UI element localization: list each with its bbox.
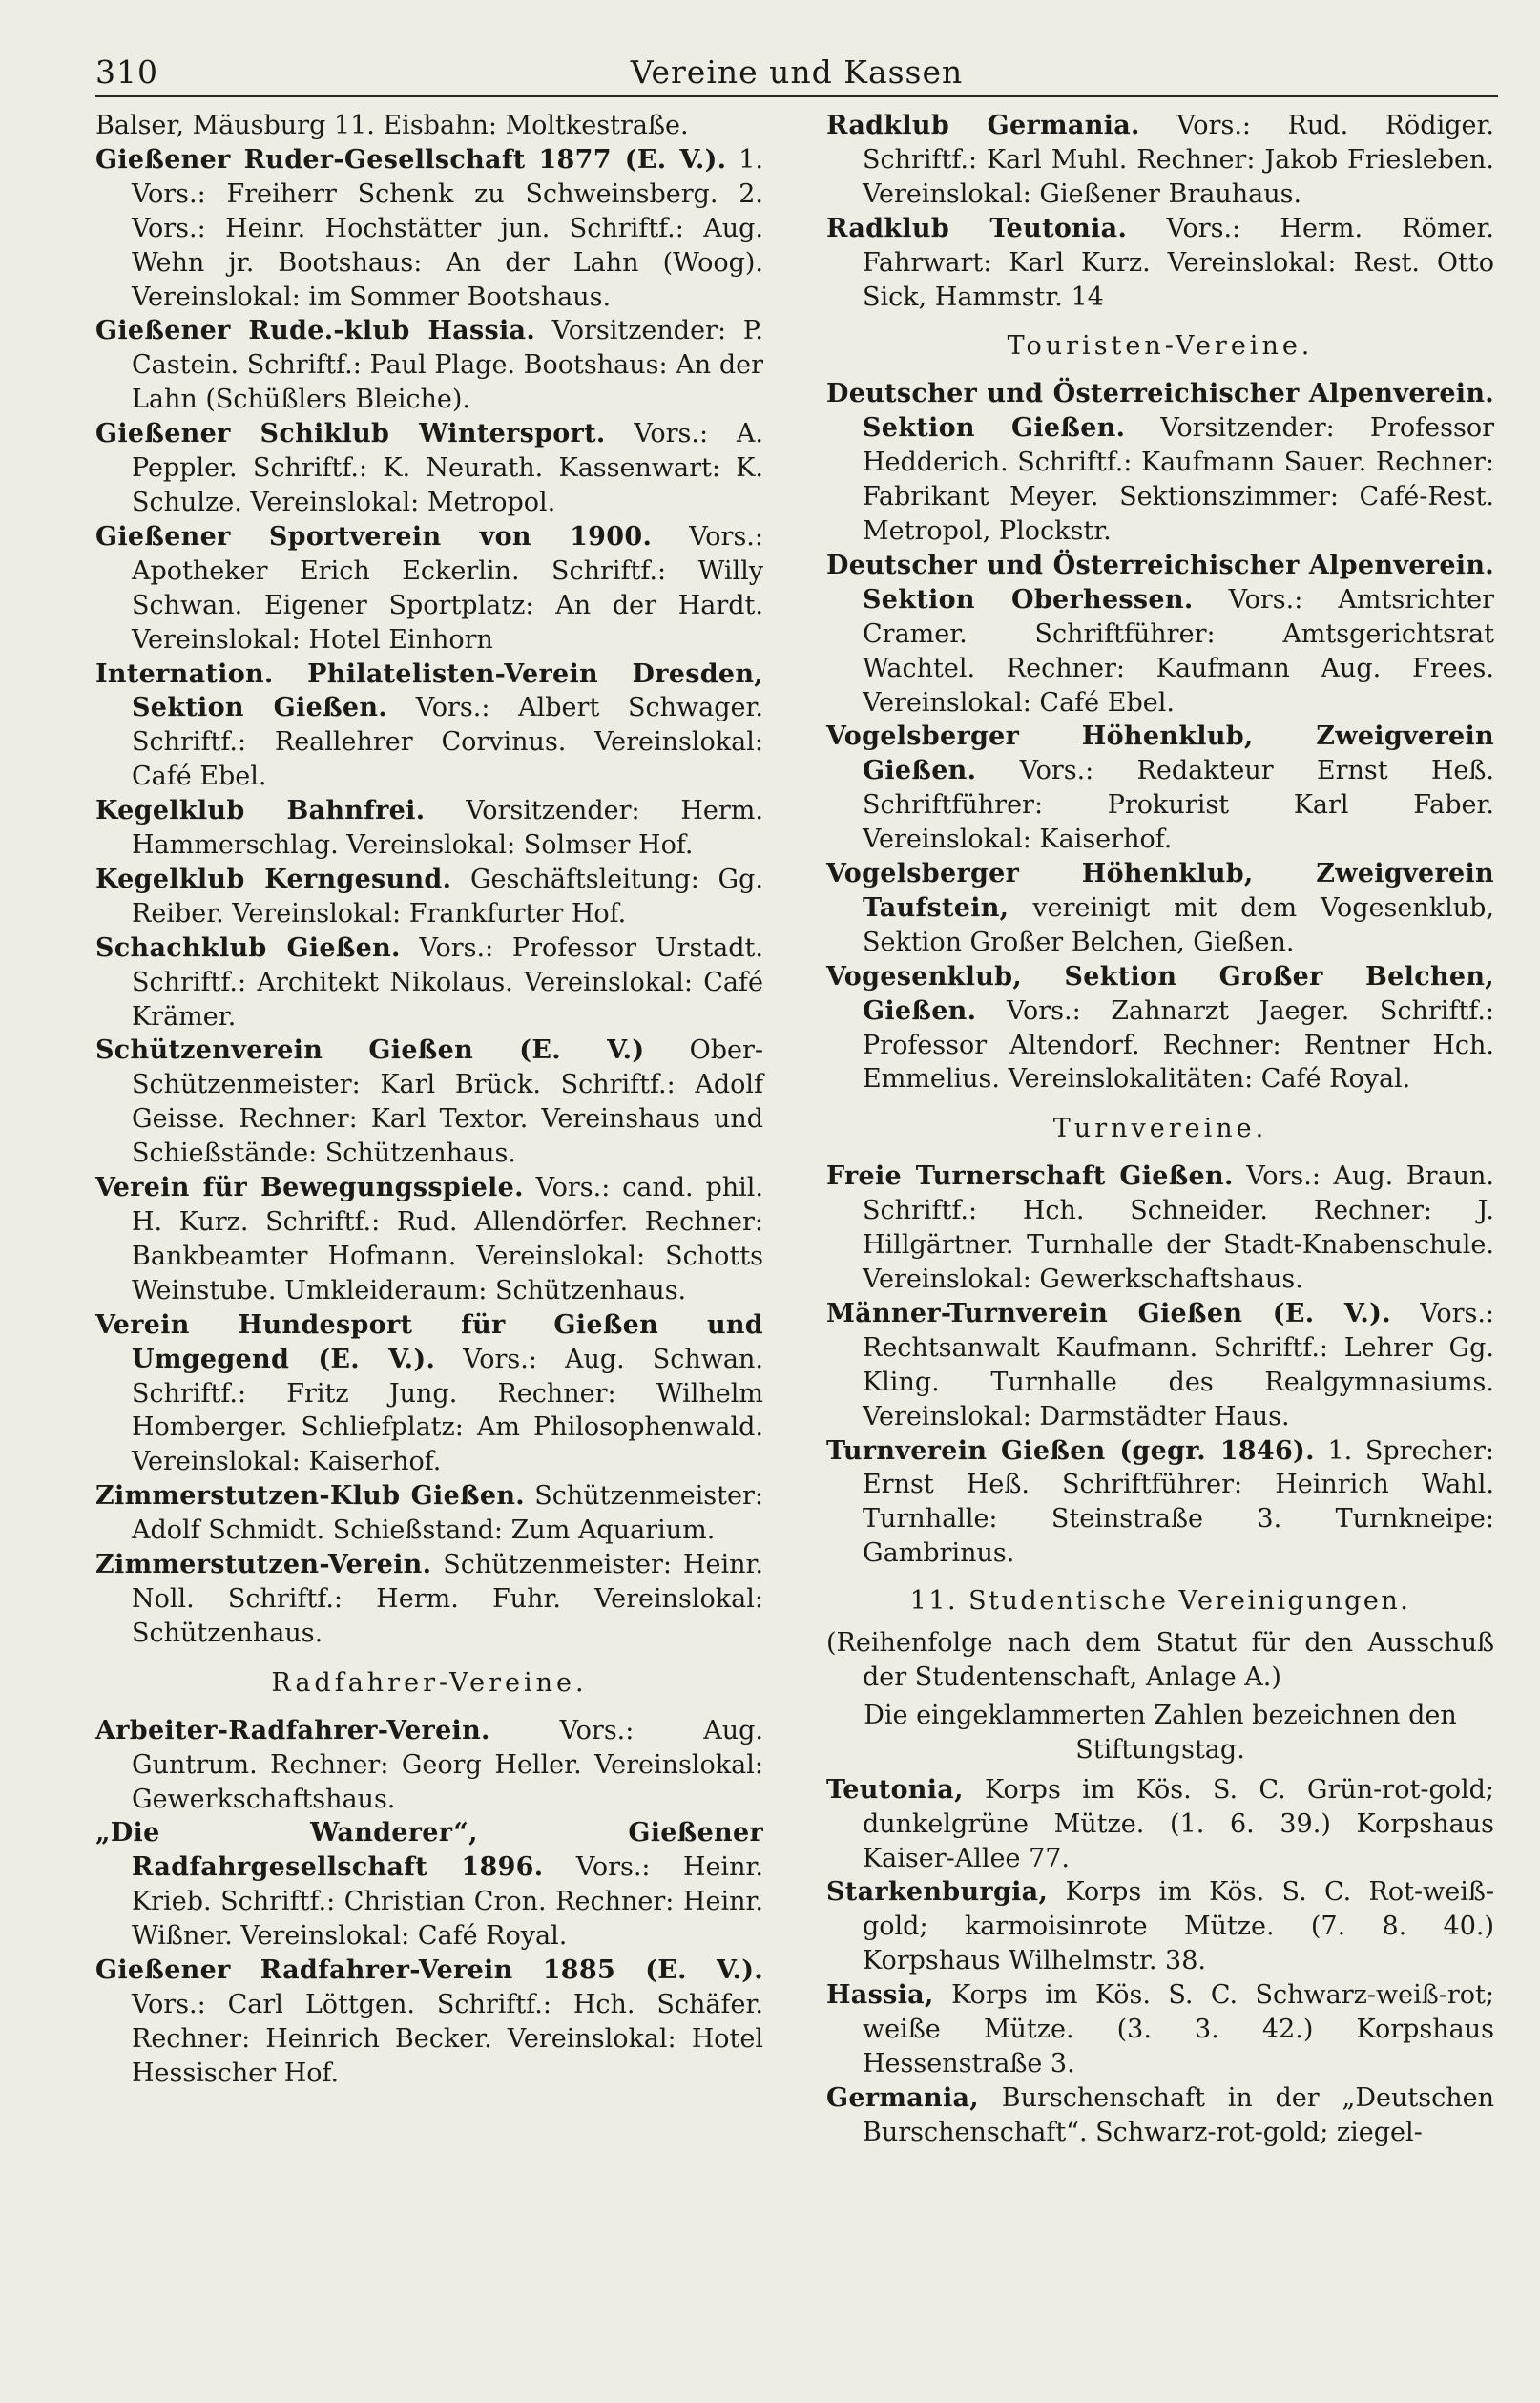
entry-arbeiter-radfahrer-verein [95,1714,763,1817]
entry-gie-ener-ruder-gesellschaft-1877-e-v [95,143,763,315]
page-number: 310 [95,53,158,91]
page-header [95,46,1498,97]
entry-text: Vors.: Amtsrichter Cramer. Schriftführer: Amtsgerichtsrat Wachtel. Rechner: Kaufmann Aug. Frees. Vereinslokal: Café Ebel. [863,584,1494,718]
entry-name: Deutscher und Österreichischer Alpenverein. Sektion Gießen. [826,379,1494,444]
entry-sch-tzenverein-gie-en-e-v [95,1034,763,1171]
entry-text: Korps im Kös. S. C. Grün-rot-gold; dunkelgrüne Mütze. (1. 6. 39.) Korpshaus Kaiser-Allee 77. [863,1774,1494,1873]
entry-gie-ener-rude-klub-hassia [95,314,763,417]
chapter-heading: 11. Studentische Vereinigungen. [909,1586,1411,1617]
entry-radklub-germania [826,109,1494,212]
entry-starkenburgia [826,1875,1494,1978]
section-heading: Radfahrer-Vereine. [271,1667,588,1698]
entry-text: vereinigt mit dem Vogesenklub, Sektion Großer Belchen, Gießen. [863,892,1494,957]
entry-zimmerstutzen-klub-gie-en [95,1479,763,1548]
entry-name: Germania, [826,2082,980,2113]
entry-schachklub-gie-en [95,931,763,1034]
entry-text: Vorsitzender: P. Castein. Schriftf.: Paul Plage. Bootshaus: An der Lahn (Schüßlers Bleiche). [132,316,763,415]
entry-name: Zimmerstutzen-Verein. [95,1550,432,1580]
entry-name: Radklub Teutonia. [826,213,1128,243]
entry-name: Gießener Sportverein von 1900. [95,521,653,552]
entry-text: Schützenmeister: Adolf Schmidt. Schießstand: Zum Aquarium. [132,1481,763,1546]
entry-vogelsberger-h-henklub-zweigverein-gie-e [826,720,1494,857]
entry-name: Gießener Ruder-Gesellschaft 1877 (E. V.). [95,144,727,175]
entry-text: 1. Vors.: Freiherr Schenk zu Schweinsberg. 2. Vors.: Heinr. Hochstätter jun. Schriftf.: Aug. Wehn jr. Bootshaus: An der Lahn (Woog). Vereinslokal: im Sommer Bootshaus. [132,144,763,312]
entry-name: Verein für Bewegungsspiele. [95,1173,524,1203]
entry-name: Freie Turnerschaft Gießen. [826,1161,1234,1192]
running-title: Vereine und Kassen [630,53,964,91]
entry-deutscher-und-sterreichischer-alpenverei [826,377,1494,549]
entry-zimmerstutzen-verein [95,1548,763,1651]
entry-name: Zimmerstutzen-Klub Gießen. [95,1481,525,1512]
entry-text: Vors.: Carl Löttgen. Schriftf.: Hch. Schäfer. Rechner: Heinrich Becker. Vereinslokal: Hotel Hessischer Hof. [132,1989,763,2088]
entry-text: Korps im Kös. S. C. Rot-weiß-gold; karmoisinrote Mütze. (7. 8. 40.) Korpshaus Wilhelmstr. 38. [863,1877,1494,1976]
entry-name: Männer-Turnverein Gießen (E. V.). [826,1298,1391,1328]
entry-text: Vors.: Professor Urstadt. Schriftf.: Architekt Nikolaus. Vereinslokal: Café Krämer. [132,932,763,1032]
entry-turnverein-gie-en-gegr-1846 [826,1434,1494,1572]
entry-name: Schachklub Gießen. [95,932,401,963]
entry-name: Gießener Radfahrer-Verein 1885 (E. V.). [95,1955,763,1986]
note-text: (Reihenfolge nach dem Statut für den Ausschuß der Studentenschaft, Anlage A.) [826,1628,1494,1692]
entry-freie-turnerschaft-gie-en [826,1160,1494,1297]
entry-name: Vogelsberger Höhenklub, Zweigverein Taufstein, [826,859,1494,923]
entry-text: Vorsitzender: Herm. Hammerschlag. Vereinslokal: Solmser Hof. [132,796,763,861]
entry-name: Schützenverein Gießen (E. V.) [95,1035,645,1066]
entry-text: Vors.: Aug. Braun. Schriftf.: Hch. Schneider. Rechner: J. Hillgärtner. Turnhalle der Stadt-Knabenschule. Vereinslokal: Gewerkschaftshaus. [863,1161,1495,1294]
entry-name: Gießener Schiklub Wintersport. [95,419,606,449]
entry-gie-ener-sportverein-von-1900 [95,520,763,658]
entry-name: Turnverein Gießen (gegr. 1846). [826,1435,1315,1466]
entry-deutscher-und-sterreichischer-alpenverei [826,549,1494,721]
entry-verein-f-r-bewegungsspiele [95,1171,763,1308]
section-heading: Turnvereine. [1052,1114,1268,1144]
entry-kegelklub-bahnfrei [95,794,763,863]
entry-text: Vors.: Rechtsanwalt Kaufmann. Schriftf.: Lehrer Gg. Kling. Turnhalle des Realgymnasiums. Vereinslokal: Darmstädter Haus. [863,1298,1495,1431]
entry-text: Vors.: Aug. Guntrum. Rechner: Georg Heller. Vereinslokal: Gewerkschaftshaus. [132,1715,763,1814]
entry-teutonia [826,1773,1494,1876]
entry-text: Geschäftsleitung: Gg. Reiber. Vereinslokal: Frankfurter Hof. [132,864,763,929]
entry-continuation [95,109,763,143]
entry-name: Radklub Germania. [826,111,1140,140]
entry-text: Vors.: Albert Schwager. Schriftf.: Reallehrer Corvinus. Vereinslokal: Café Ebel. [132,693,763,792]
note-text-centered: Die eingeklammerten Zahlen bezeichnen den Stiftungstag. [864,1700,1457,1765]
entry-text: Vors.: cand. phil. H. Kurz. Schriftf.: Rud. Allendörfer. Rechner: Bankbeamter Hofmann. Vereinslokal: Schotts Weinstube. Umkleideraum: Schützenhaus. [132,1173,763,1306]
entry-text: Vorsitzender: Professor Hedderich. Schriftf.: Kaufmann Sauer. Rechner: Fabrikant Meyer. Sektionszimmer: Café-Rest. Metropol, Plockstr. [863,413,1494,546]
entry-germania [826,2081,1494,2150]
entry-kegelklub-kerngesund [95,863,763,931]
entry-text: Vors.: Apotheker Erich Eckerlin. Schriftf.: Willy Schwan. Eigener Sportplatz: An der Hardt. Vereinslokal: Hotel Einhorn [132,521,763,655]
entry-name: Starkenburgia, [826,1877,1049,1908]
entry-radklub-teutonia [826,212,1494,315]
entry-name: Vogelsberger Höhenklub, Zweigverein Gießen. [826,721,1494,786]
entry-text: 1. Sprecher: Ernst Heß. Schriftführer: Heinrich Wahl. Turnhalle: Steinstraße 3. Turnkneipe: Gambrinus. [863,1435,1494,1569]
entry-verein-hundesport-f-r-gie-en-und-umgegen [95,1308,763,1480]
entry-text: Vors.: A. Peppler. Schriftf.: K. Neurath. Kassenwart: K. Schulze. Vereinslokal: Metropol. [132,419,763,517]
entry-gie-ener-radfahrer-verein-1885-e-v [95,1954,763,2091]
section-heading: Touristen-Vereine. [1007,331,1314,362]
entry-name: „Die Wanderer“, Gießener Radfahrgesellschaft 1896. [95,1818,763,1883]
entry-die-wanderer-gie-ener-radfahrgesellschaf [95,1816,763,1954]
entry-text: Vors.: Rud. Rödiger. Schriftf.: Karl Muhl. Rechner: Jakob Friesleben. Vereinslokal: Gießener Brauhaus. [863,111,1494,209]
entry-internation-philatelisten-verein-dresden [95,658,763,795]
entry-text: Vors.: Herm. Römer. Fahrwart: Karl Kurz. Vereinslokal: Rest. Otto Sick, Hammstr. 14 [863,213,1494,312]
entry-gie-ener-schiklub-wintersport [95,417,763,520]
entry-text: Vors.: Zahnarzt Jaeger. Schriftf.: Professor Altendorf. Rechner: Rentner Hch. Emmelius. Vereinslokalitäten: Café Royal. [863,995,1495,1095]
entry-text: Balser, Mäusburg 11. Eisbahn: Moltkestraße. [95,111,689,140]
entry-text: Korps im Kös. S. C. Schwarz-weiß-rot; weiße Mütze. (3. 3. 42.) Korpshaus Hessenstraße 3. [863,1980,1494,2079]
right-column [826,109,1494,2150]
entry-text: Schützenmeister: Heinr. Noll. Schriftf.: Herm. Fuhr. Vereinslokal: Schützenhaus. [132,1550,763,1648]
entry-name: Gießener Rude.-klub Hassia. [95,316,536,346]
entry-name: Vogesenklub, Sektion Großer Belchen, Gießen. [826,961,1494,1026]
entry-hassia [826,1978,1494,2081]
entry-name: Kegelklub Kerngesund. [95,864,452,894]
entry-text: Vors.: Redakteur Ernst Heß. Schriftführer: Prokurist Karl Faber. Vereinslokal: Kaiserhof. [863,756,1494,855]
entry-name: Kegelklub Bahnfrei. [95,796,426,826]
entry-name: Hassia, [826,1980,934,2011]
entry-name: Internation. Philatelisten-Verein Dresden, Sektion Gießen. [95,658,763,723]
entry-m-nner-turnverein-gie-en-e-v [826,1297,1494,1434]
entry-text: Vors.: Aug. Schwan. Schriftf.: Fritz Jung. Rechner: Wilhelm Homberger. Schliefplatz: Am Philosophenwald. Vereinslokal: Kaiserhof. [132,1344,763,1477]
left-column [95,109,763,2091]
entry-vogesenklub-sektion-gro-er-belchen-gie-e [826,960,1494,1097]
entry-text: Vors.: Heinr. Krieb. Schriftf.: Christian Cron. Rechner: Heinr. Wißner. Vereinslokal: Café Royal. [132,1852,763,1952]
entry-text: Burschenschaft in der „Deutschen Burschenschaft“. Schwarz-rot-gold; ziegel- [863,2082,1494,2147]
entry-vogelsberger-h-henklub-zweigverein-taufs [826,857,1494,960]
entry-name: Arbeiter-Radfahrer-Verein. [95,1715,490,1745]
entry-text: Ober-Schützenmeister: Karl Brück. Schriftf.: Adolf Geisse. Rechner: Karl Textor. Vereinshaus und Schießstände: Schützenhaus. [132,1035,763,1169]
entry-name: Verein Hundesport für Gießen und Umgegend (E. V.). [95,1309,763,1374]
entry-name: Teutonia, [826,1774,964,1805]
entry-name: Deutscher und Österreichischer Alpenverein. Sektion Oberhessen. [826,550,1494,615]
